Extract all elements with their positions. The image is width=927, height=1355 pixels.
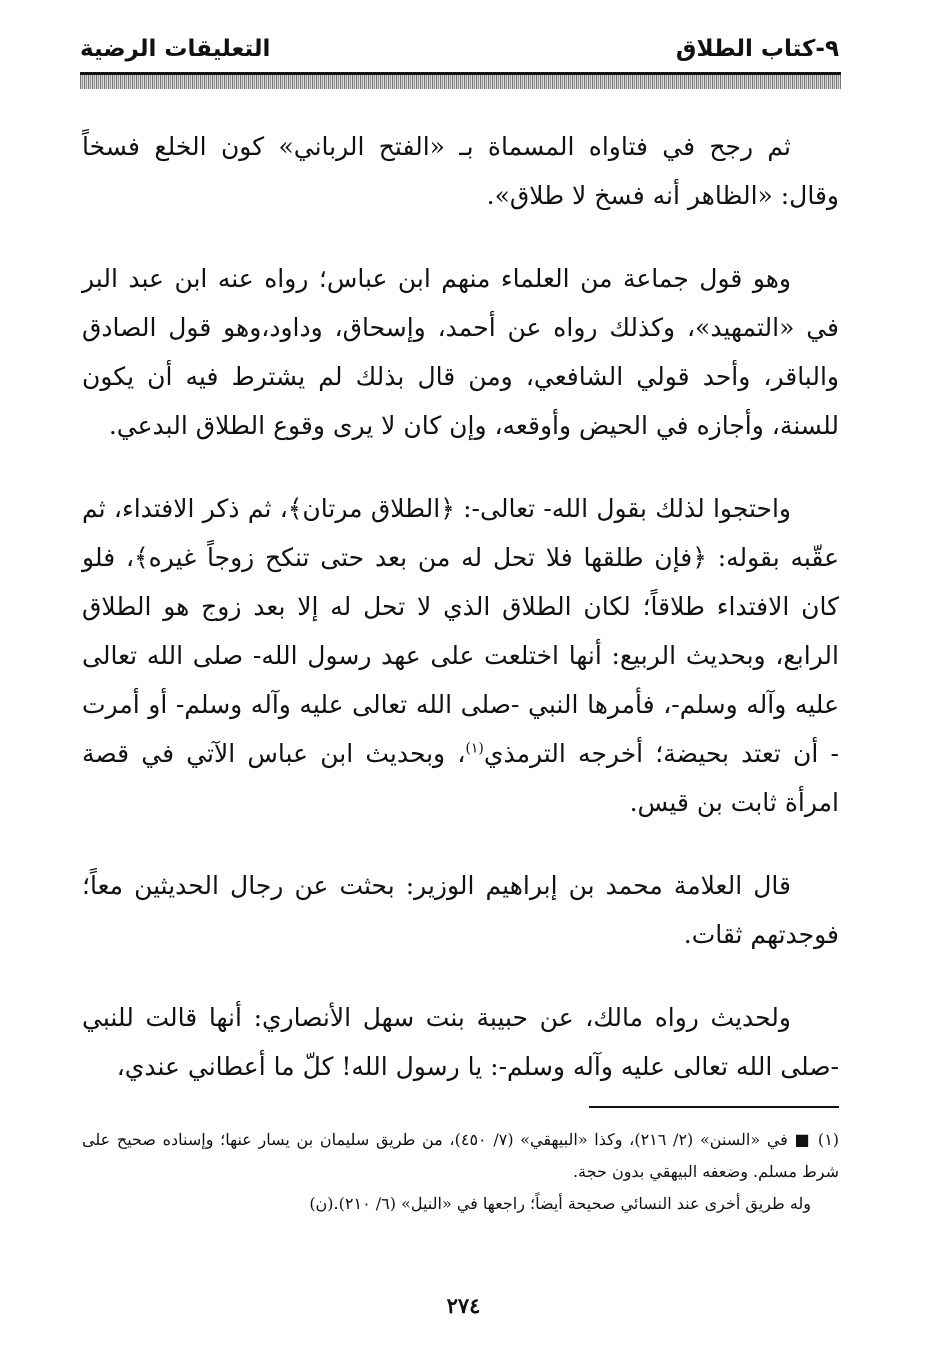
paragraph: ولحديث رواه مالك، عن حبيبة بنت سهل الأنصاري: أنها قالت للنبي -صلى الله تعالى عليه وآله وسلم-: يا رسول الله! كلّ ما أعطاني عندي، (82, 1003, 839, 1081)
paragraph: وهو قول جماعة من العلماء منهم ابن عباس؛ رواه عنه ابن عبد البر في «التمهيد»، وكذلك رواه عن أحمد، وإسحاق، وداود،وهو قول الصادق والباقر، وأحد قولي الشافعي، ومن قال بذلك لم يشترط فيه أن يكون للسنة، وأجازه في الحيض وأوقعه، وإن كان لا يرى وقوع الطلاق البدعي. (82, 264, 839, 440)
paragraph: قال العلامة محمد بن إبراهيم الوزير: بحثت عن رجال الحديثين معاً؛ فوجدتهم ثقات. (82, 871, 839, 949)
footnote-rule (589, 1106, 839, 1108)
chapter-title: ٩-كتاب الطلاق (675, 36, 839, 62)
page-number: ٢٧٤ (446, 1293, 481, 1318)
running-header (80, 28, 839, 68)
footnote: (١) ■ في «السنن» (٢/ ٢١٦)، وكذا «البيهقي» (٧/ ٤٥٠)، من طريق سليمان بن يسار عنها؛ وإسناده صحيح على شرط مسلم. وضعفه البيهقي بدون حجة. (82, 1130, 840, 1181)
main-text (82, 122, 839, 1091)
paragraph (82, 484, 839, 827)
paragraph: ثم رجح في فتاواه المسماة بـ «الفتح الرباني» كون الخلع فسخاً وقال: «الظاهر أنه فسخ لا طلاق». (82, 132, 839, 210)
footnote: وله طريق أخرى عند النسائي صحيحة أيضاً؛ راجعها في «النيل» (٦/ ٢١٠).(ن) (309, 1194, 811, 1213)
paragraph-text: واحتجوا لذلك بقول الله- تعالى-: ﴿الطلاق مرتان﴾، ثم ذكر الافتداء، ثم عقّبه بقوله: ﴿فإن طلقها فلا تحل له من بعد حتى تنكح زوجاً غيره﴾، فلو كان الافتداء طلاقاً؛ لكان الطلاق الذي لا تحل له إلا بعد زوج هو الطلاق الرابع، وبحديث الربيع: أنها اختلعت على عهد رسول الله- صلى الله تعالى عليه وآله وسلم-، فأمرها النبي -صلى الله تعالى عليه وآله وسلم- أو أمرت - أن تعتد بحيضة؛ أخرجه الترمذي (82, 494, 839, 768)
footnote-marker: (١) (465, 740, 484, 757)
footnotes (82, 1124, 839, 1220)
header-rule (80, 72, 841, 89)
book-title: التعليقات الرضية (80, 36, 271, 62)
paragraph-text: ، وبحديث ابن عباس الآتي في قصة امرأة ثابت بن قيس. (82, 739, 839, 817)
